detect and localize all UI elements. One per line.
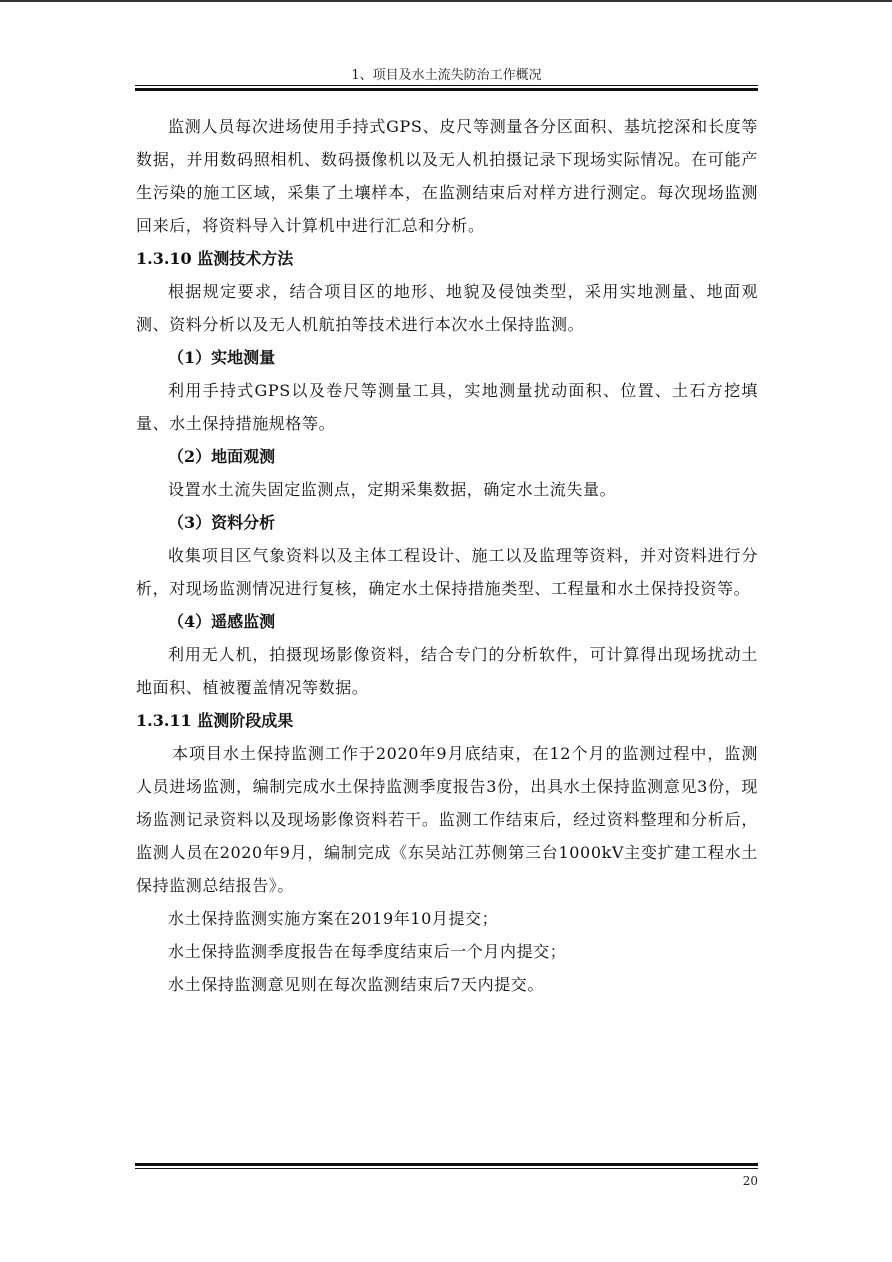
section-heading-1-3-11: 1.3.11 监测阶段成果: [136, 711, 294, 730]
paragraph: 水土保持监测意见则在每次监测结束后7天内提交。: [168, 975, 544, 994]
subheading-ground-observation: （2）地面观测: [168, 447, 276, 466]
section-heading-1-3-10: 1.3.10 监测技术方法: [136, 249, 294, 268]
page-top-border: [0, 0, 892, 2]
paragraph: 水土保持监测实施方案在2019年10月提交；: [168, 909, 499, 928]
subheading-data-analysis: （3）资料分析: [168, 513, 276, 532]
document-body: [136, 110, 758, 1001]
paragraph: 根据规定要求，结合项目区的地形、地貌及侵蚀类型，采用实地测量、地面观测、资料分析以及无人机航拍等技术进行本次水土保持监测。: [136, 282, 758, 334]
page-number: 20: [742, 1174, 758, 1188]
paragraph: 水土保持监测季度报告在每季度结束后一个月内提交；: [168, 942, 567, 961]
footer-rule-thin: [135, 1168, 758, 1169]
subheading-remote-sensing: （4）遥感监测: [168, 612, 276, 631]
paragraph: 本项目水土保持监测工作于2020年9月底结束，在12个月的监测过程中，监测人员进场监测，编制完成水土保持监测季度报告3份，出具水土保持监测意见3份，现场监测记录资料以及现场影像资料若干。监测工作结束后，经过资料整理和分析后，监测人员在2020年9月，编制完成《东吴站江苏侧第三台1000kV主变扩建工程水土保持监测总结报告》。: [136, 744, 758, 895]
paragraph: 收集项目区气象资料以及主体工程设计、施工以及监理等资料，并对资料进行分析，对现场监测情况进行复核，确定水土保持措施类型、工程量和水土保持投资等。: [136, 546, 758, 598]
paragraph: 监测人员每次进场使用手持式GPS、皮尺等测量各分区面积、基坑挖深和长度等数据，并用数码照相机、数码摄像机以及无人机拍摄记录下现场实际情况。在可能产生污染的施工区域，采集了土壤样本，在监测结束后对样方进行测定。每次现场监测回来后，将资料导入计算机中进行汇总和分析。: [136, 117, 758, 235]
paragraph: 利用手持式GPS以及卷尺等测量工具，实地测量扰动面积、位置、土石方挖填量、水土保持措施规格等。: [136, 381, 758, 433]
page-header-title: 1、项目及水土流失防治工作概况: [351, 68, 542, 83]
footer-rule-thick: [135, 1163, 758, 1166]
paragraph: 设置水土流失固定监测点，定期采集数据，确定水土流失量。: [168, 480, 617, 499]
subheading-field-survey: （1）实地测量: [168, 348, 276, 367]
paragraph: 利用无人机，拍摄现场影像资料，结合专门的分析软件，可计算得出现场扰动土地面积、植被覆盖情况等数据。: [136, 645, 758, 697]
header-rule-thin: [135, 85, 758, 86]
header-rule-thick: [135, 88, 758, 91]
